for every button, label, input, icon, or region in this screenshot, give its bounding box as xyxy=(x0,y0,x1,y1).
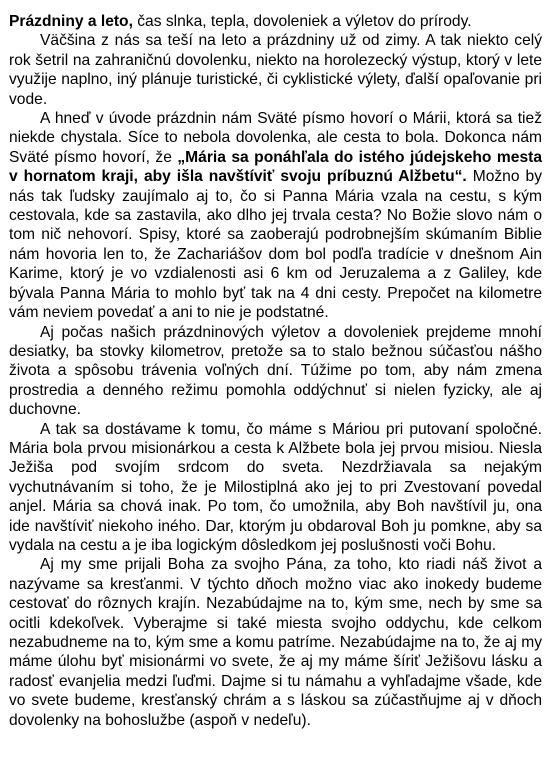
scripture-quote: „Mária sa ponáhľala do istého júdejskeho mesta v hornatom kraji, aby išla navštíviť svoju príbuznú Alžbetu“. xyxy=(9,148,542,186)
paragraph-4: Aj počas našich prázdninových výletov a dovoleniek prejdeme mnohí desiatky, ba stovky kilometrov, pretože sa to stalo bežnou súčasťou nášho života a spôsobu trávenia voľných dní. Túžime po tom, aby nám zmena prostredia a denného režimu pomohla oddýchnuť si nielen fyzicky, ale aj duchovne. xyxy=(9,323,542,419)
paragraph-5: A tak sa dostávame k tomu, čo máme s Máriou pri putovaní spoločné. Mária bola prvou misionárkou a cesta k Alžbete bola jej prvou misiou. Niesla Ježiša pod svojím srdcom do sveta. Nezdržiavala sa nejakým vychutnávaním si toho, že je Milostiplná ako jej to pri Zvestovaní povedal anjel. Mária sa chová inak. Po tom, čo umožnila, aby Boh navštívil ju, ona ide navštíviť niekoho iného. Dar, ktorým ju obdaroval Boh ju pomkne, aby sa vydala na cestu a je iba logickým dôsledkom jej poslušnosti voči Bohu. xyxy=(9,420,542,554)
paragraph-3-text-a: A hneď v úvode prázdnin nám Sväté písmo hovorí o Márii, ktorá sa tiež niekde chystala. Síce to nebola dovolenka, ale cesta to bola. Dokonca nám Sväté písmo hovorí, že xyxy=(9,110,542,166)
intro-text: čas slnka, tepla, dovoleniek a výletov do prírody. xyxy=(132,13,472,30)
paragraph-2: Väčšina z nás sa teší na leto a prázdniny už od zimy. A tak niekto celý rok šetril na zahraničnú dovolenku, niekto na horolezecký výstup, ktorý v lete využije naplno, iný plánuje turistické, či cyklistické výlety, ďalší opaľovanie pri vode. xyxy=(9,32,542,108)
paragraph-6: Aj my sme prijali Boha za svojho Pána, za toho, kto riadi náš život a nazývame sa kresťanmi. V týchto dňoch možno viac ako inokedy budeme cestovať do rôznych krajín. Nezabúdajme na to, kým sme, nech by sme sa ocitli kdekoľvek. Vyberajme si také miesta svojho oddychu, kde celkom nezabudneme na to, kým sme a komu patríme. Nezabúdajme na to, že aj my máme úlohu byť misionármi vo svete, že aj my máme šíriť Ježišovu lásku a radosť evanjelia medzi ľuďmi. Dajme si tu námahu a vyhľadajme všade, kde vo svete budeme, kresťanský chrám a s láskou sa zúčastňujme aj v dňoch dovolenky na bohoslužbe (aspoň v nedeľu). xyxy=(9,556,542,729)
paragraph-intro xyxy=(9,12,542,31)
paragraph-3 xyxy=(9,109,542,322)
article-lead-title: Prázdniny a leto, xyxy=(9,13,133,30)
paragraph-3-text-b: Možno by nás tak ľudsky zaujímalo aj to, čo si Panna Mária vzala na cestu, s kým cestovala, kde sa zastavila, ako dlho jej trvala cesta? No Božie slovo nám o tom nič nehovorí. Spisy, ktoré sa zaoberajú podrobnejším skúmaním Biblie nám hovoria len to, že Zachariášov dom bol podľa tradície v dnešnom Ain Karime, ktorý je vo vzdialenosti asi 6 km od Jeruzalema a z Galiley, kde bývala Panna Mária to mohlo byť tak na 4 dni cesty. Prepočet na kilometre vám neviem povedať a ani to nie je podstatné. xyxy=(9,168,542,322)
